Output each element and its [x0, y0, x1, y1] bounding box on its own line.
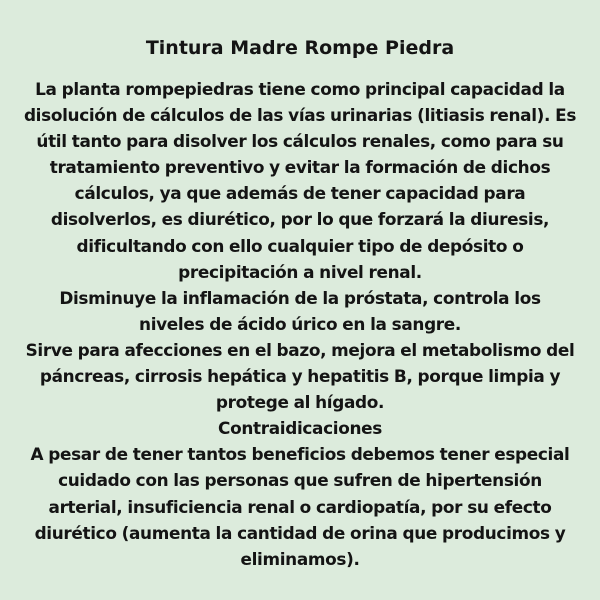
body-line: útil tanto para disolver los cálculos renales, como para su [36, 132, 564, 153]
body-line: precipitación a nivel renal. [178, 262, 422, 283]
body-line: La planta rompepiedras tiene como principal capacidad la [35, 80, 565, 100]
body-line: cálculos, ya que además de tener capacidad para [74, 184, 526, 205]
body-line: disolución de cálculos de las vías urinarias (litiasis renal). Es [23, 106, 577, 127]
body-line: páncreas, cirrosis hepática y hepatitis B, porque limpia y [39, 367, 561, 388]
body-line: diurético (aumenta la cantidad de orina que producimos y [34, 523, 566, 544]
body-line: cuidado con las personas que sufren de hipertensión [58, 471, 542, 492]
body-line: disolverlos, es diurético, por lo que forzará la diuresis, [50, 210, 550, 231]
body-line: protege al hígado. [215, 393, 385, 414]
body-line: Sirve para afecciones en el bazo, mejora el metabolismo del [25, 340, 575, 361]
body-line: niveles de ácido úrico en la sangre. [139, 314, 461, 335]
body-line: arterial, insuficiencia renal o cardiopatía, por su efecto [48, 497, 552, 518]
contraindications-heading: Contraidicaciones [218, 419, 382, 440]
body-line: dificultando con ello cualquier tipo de depósito o [76, 236, 524, 257]
body-line: eliminamos). [240, 549, 360, 570]
document-title: Tintura Madre Rompe Piedra [145, 37, 455, 59]
body-line: Disminuye la inflamación de la próstata, controla los [59, 288, 541, 309]
body-line: A pesar de tener tantos beneficios debemos tener especial [30, 445, 570, 466]
body-line: tratamiento preventivo y evitar la formación de dichos [49, 158, 551, 179]
document-body [0, 77, 600, 573]
